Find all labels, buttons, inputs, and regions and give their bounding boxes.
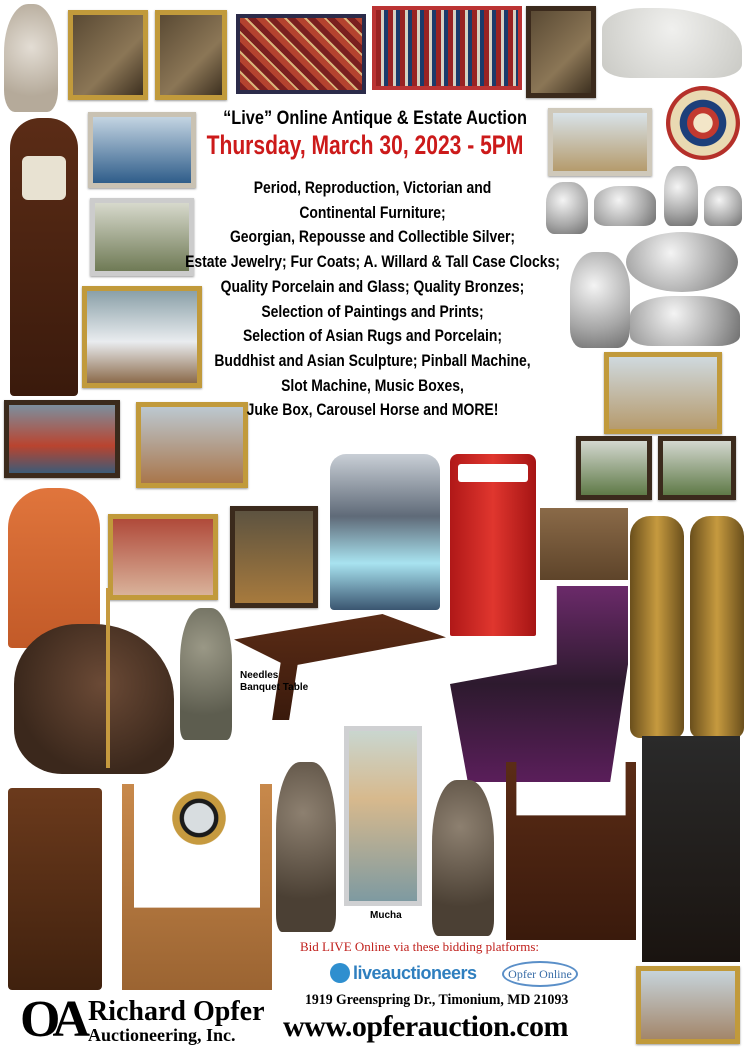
coca-cola-logo-icon (458, 464, 528, 482)
imari-plate-image (666, 86, 740, 160)
high-post-bed-image (506, 762, 636, 940)
auction-date: Thursday, March 30, 2023 - 5PM (206, 130, 524, 160)
description-line: Quality Porcelain and Glass; Quality Bronzes; (220, 276, 525, 296)
description-line: Selection of Paintings and Prints; (261, 301, 484, 321)
description-line: Georgian, Repousse and Collectible Silver; (229, 227, 516, 247)
company-subname: Auctioneering, Inc. (88, 1025, 236, 1045)
silver-tea-set (630, 296, 740, 346)
painting-interior-scene (68, 10, 148, 100)
liveauctioneers-wordmark: liveauctioneers (353, 962, 477, 983)
painting-piazza-san-marco (636, 966, 740, 1044)
painting-horses-wagon (604, 352, 722, 434)
description-line: Selection of Asian Rugs and Porcelain; (243, 326, 502, 346)
company-monogram-logo: OA (20, 991, 82, 1048)
carousel-horse-image (14, 624, 174, 774)
liveauctioneers-dot-icon (330, 963, 350, 983)
corner-cabinet-image (642, 736, 740, 962)
banquet-table-image (234, 614, 446, 720)
shipping-crate-sign (540, 508, 628, 580)
liveauctioneers-logo[interactable] (330, 960, 477, 986)
banquet-table-caption (240, 670, 308, 694)
marble-sculpture-image (602, 8, 742, 78)
description-line: Period, Reproduction, Victorian and (253, 178, 492, 197)
silver-plates-stack (626, 232, 738, 292)
headline-block (200, 108, 530, 160)
bid-live-prompt: Bid LIVE Online via these bidding platforms: (300, 939, 540, 954)
auction-subtitle: “Live” Online Antique & Estate Auction (223, 108, 527, 129)
candelabra-right (690, 516, 744, 738)
description-line: Juke Box, Carousel Horse and MORE! (246, 400, 499, 420)
painting-hunt-scene-2 (658, 436, 736, 500)
painting-hunt-scene-1 (576, 436, 652, 500)
fur-coat-image (4, 4, 58, 112)
item-description (185, 176, 560, 423)
mucha-caption: Mucha (370, 910, 402, 921)
description-line: Continental Furniture; (299, 202, 446, 222)
caption-line: Needles (240, 670, 279, 681)
candelabra-left (630, 516, 684, 738)
convex-mirror-image (160, 756, 238, 856)
bronze-boy-sculpture (432, 780, 494, 936)
description-line: Buddhist and Asian Sculpture; Pinball Machine, (214, 350, 531, 370)
painting-sailboats (88, 112, 196, 188)
painting-reclining-nude (108, 514, 218, 600)
persian-rug-image (372, 6, 522, 90)
bronze-figure-statue (276, 762, 336, 932)
carousel-pole (106, 588, 110, 768)
oriental-rug-image (236, 14, 366, 94)
clock-face-icon (22, 156, 66, 200)
description-line: Estate Jewelry; Fur Coats; A. Willard & Tall Case Clocks; (185, 252, 560, 272)
opfer-online-logo[interactable]: Opfer Online (502, 961, 578, 987)
secretary-desk-image (8, 788, 102, 990)
silver-sauce-boat (594, 186, 656, 226)
mucha-print-image (344, 726, 422, 906)
coca-cola-machine-image (450, 454, 536, 636)
company-website-link[interactable]: www.opferauction.com (283, 1010, 568, 1043)
caption-line: Banquet Table (240, 682, 309, 693)
painting-seated-figure (230, 506, 318, 608)
silver-ewer (664, 166, 698, 226)
description-line: Slot Machine, Music Boxes, (281, 375, 464, 395)
painting-religious-scene (526, 6, 596, 98)
painting-venice-canal (4, 400, 120, 478)
company-address: 1919 Greenspring Dr., Timonium, MD 21093 (305, 992, 569, 1008)
jukebox-image (330, 454, 440, 610)
painting-figure-portrait (155, 10, 227, 100)
painting-southwest-building (548, 108, 652, 176)
silver-kettle-on-stand (570, 252, 630, 348)
buddhist-sculpture-image (180, 608, 232, 740)
silver-creamer (704, 186, 742, 226)
company-name: Richard Opfer (88, 996, 265, 1027)
tall-case-clock-image (10, 118, 78, 396)
painting-village-landscape (90, 198, 194, 276)
